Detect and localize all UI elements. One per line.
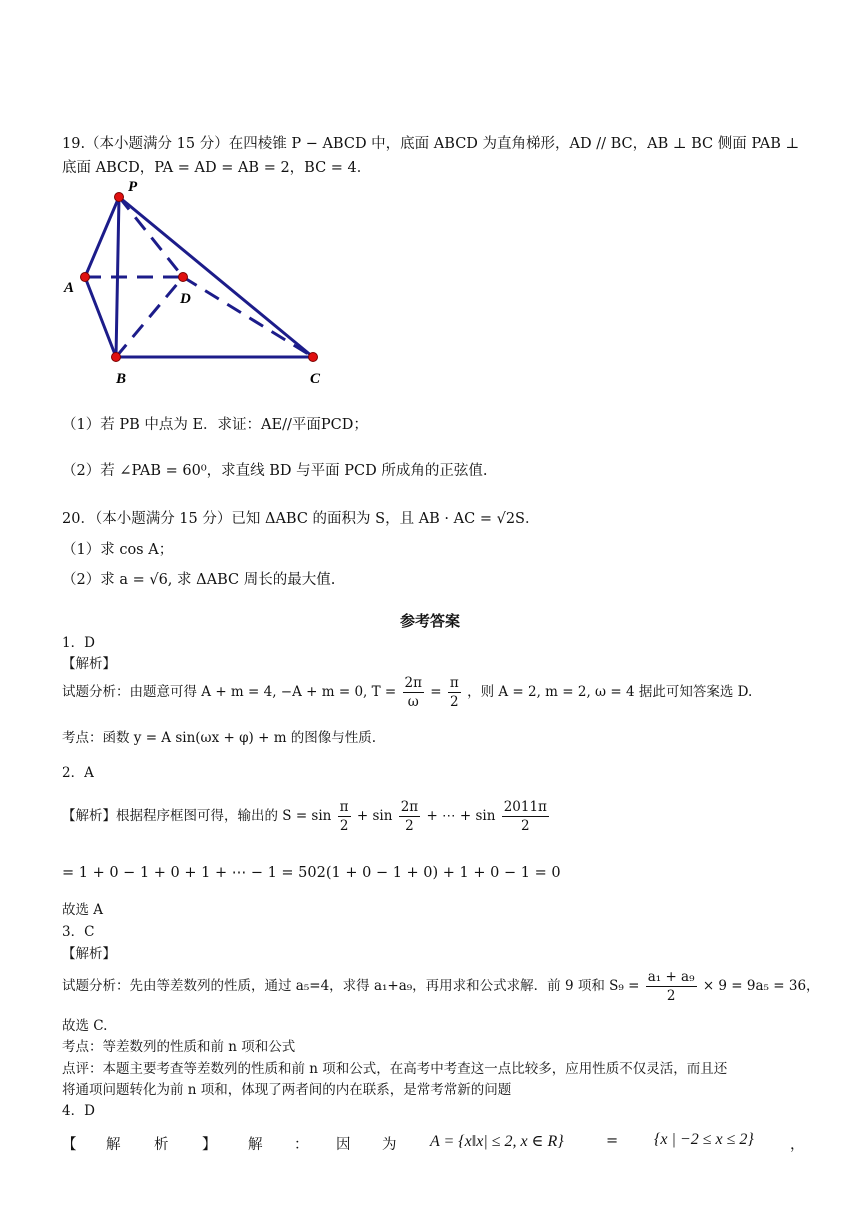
- a4-set-a: A = {x‖x| ≤ 2, x ∈ R}: [430, 1133, 564, 1150]
- answers-heading: 参考答案: [399, 612, 460, 630]
- label-c: C: [310, 371, 321, 387]
- a2-calc: = 1 + 0 − 1 + 0 + 1 + ⋯ − 1 = 502(1 + 0 − 1 + 0) + 1 + 0 − 1 = 0: [62, 865, 561, 881]
- a1-fraction-1: $\frac{2\pi}{\omega}$: [404, 675, 422, 710]
- label-d: D: [180, 291, 191, 307]
- edge-ab: [85, 277, 116, 357]
- point-d: [179, 273, 188, 282]
- a1-eq: =: [430, 684, 442, 700]
- a1-label: 1．D: [62, 635, 95, 651]
- a3-label: 3．C: [62, 924, 95, 940]
- a3-fraction: $\frac{\text{a₁ + a₉}}{2}$: [647, 969, 695, 1004]
- a1-point: 考点：函数 y = A sin(ωx + φ) + m 的图像与性质.: [62, 730, 377, 746]
- q19-line2: 底面 ABCD，PA = AD = AB = 2，BC = 4．: [62, 160, 372, 176]
- q20-part2: （2）求 a = √6, 求 ΔABC 周长的最大值.: [62, 572, 336, 588]
- point-a: [81, 273, 90, 282]
- a4-w4: 】: [202, 1137, 217, 1153]
- a2-body: [62, 796, 551, 836]
- edge-pa: [85, 197, 119, 277]
- point-p: [115, 193, 124, 202]
- a2-plus-1: + sin: [356, 808, 393, 824]
- point-b: [112, 353, 121, 362]
- a1-body-pre: 试题分析：由题意可得 A + m = 4, −A + m = 0, T =: [62, 684, 397, 700]
- a2-term-1: $\frac{\pi}{2}$: [339, 799, 349, 834]
- a3-body: [62, 966, 820, 1006]
- a2-result: 故选 A: [62, 902, 104, 918]
- pyramid-figure: [55, 175, 345, 390]
- a4-set-b: {x | −2 ≤ x ≤ 2}: [654, 1131, 754, 1148]
- a2-term-2: $\frac{2\pi}{2}$: [400, 799, 419, 834]
- q20-part1: （1）求 cos A；: [62, 542, 174, 558]
- edge-dc: [183, 277, 313, 357]
- q19-part1: （1）若 PB 中点为 E．求证：AE//平面PCD；: [62, 417, 368, 433]
- a1-body: [62, 672, 752, 712]
- a3-comment-1: 点评：本题主要考查等差数列的性质和前 n 项和公式，在高考中考查这一点比较多，应用性质不仅灵活，而且还: [62, 1061, 728, 1077]
- point-c: [309, 353, 318, 362]
- a4-w5: 解: [248, 1137, 263, 1153]
- label-p: P: [128, 179, 138, 195]
- a3-point: 考点：等差数列的性质和前 n 项和公式: [62, 1039, 296, 1055]
- a2-plus-2: + ⋯ + sin: [426, 808, 496, 824]
- label-a: A: [64, 280, 75, 296]
- a1-body-post: ，则 A = 2, m = 2, ω = 4 据此可知答案选 D.: [467, 684, 753, 700]
- a4-w6: ：: [294, 1137, 309, 1153]
- a4-w2: 解: [106, 1137, 121, 1153]
- a4-w3: 析: [154, 1137, 169, 1153]
- a4-label: 4．D: [62, 1103, 95, 1119]
- a4-w8: 为: [382, 1137, 397, 1153]
- q20-line1: 20．（本小题满分 15 分）已知 ΔABC 的面积为 S，且 AB · AC = √2S．: [62, 511, 540, 527]
- q19-part2: （2）若 ∠PAB = 60⁰，求直线 BD 与平面 PCD 所成角的正弦值.: [62, 463, 488, 479]
- a3-body-pre: 试题分析：先由等差数列的性质，通过 a₅=4，求得 a₁+a₉，再用求和公式求解．前 9 项和 S₉ =: [62, 978, 640, 994]
- a1-analysis: 【解析】: [62, 656, 116, 672]
- a1-fraction-2: $\frac{\pi}{2}$: [449, 675, 459, 710]
- a4-tail: ，: [790, 1137, 805, 1153]
- a2-body-pre: 【解析】根据程序框图可得，输出的 S = sin: [62, 808, 332, 824]
- label-b: B: [116, 371, 127, 387]
- a4-w1: 【: [62, 1137, 77, 1153]
- a3-body-post: × 9 = 9a₅ = 36，: [702, 978, 820, 994]
- a2-term-3: $\frac{2011\pi}{2}$: [503, 799, 547, 834]
- a3-analysis: 【解析】: [62, 946, 116, 962]
- edge-bd: [116, 277, 183, 357]
- a4-w7: 因: [336, 1137, 351, 1153]
- a2-label: 2．A: [62, 765, 94, 781]
- a3-comment-2: 将通项问题转化为前 n 项和，体现了两者间的内在联系，是常考常新的问题: [62, 1082, 512, 1098]
- a4-eq: =: [606, 1133, 619, 1149]
- a3-result: 故选 C.: [62, 1018, 108, 1034]
- q19-line1: 19.（本小题满分 15 分）在四棱锥 P − ABCD 中，底面 ABCD 为直角梯形，AD // BC，AB ⊥ BC 侧面 PAB ⊥: [62, 136, 800, 152]
- edge-pd: [119, 197, 183, 277]
